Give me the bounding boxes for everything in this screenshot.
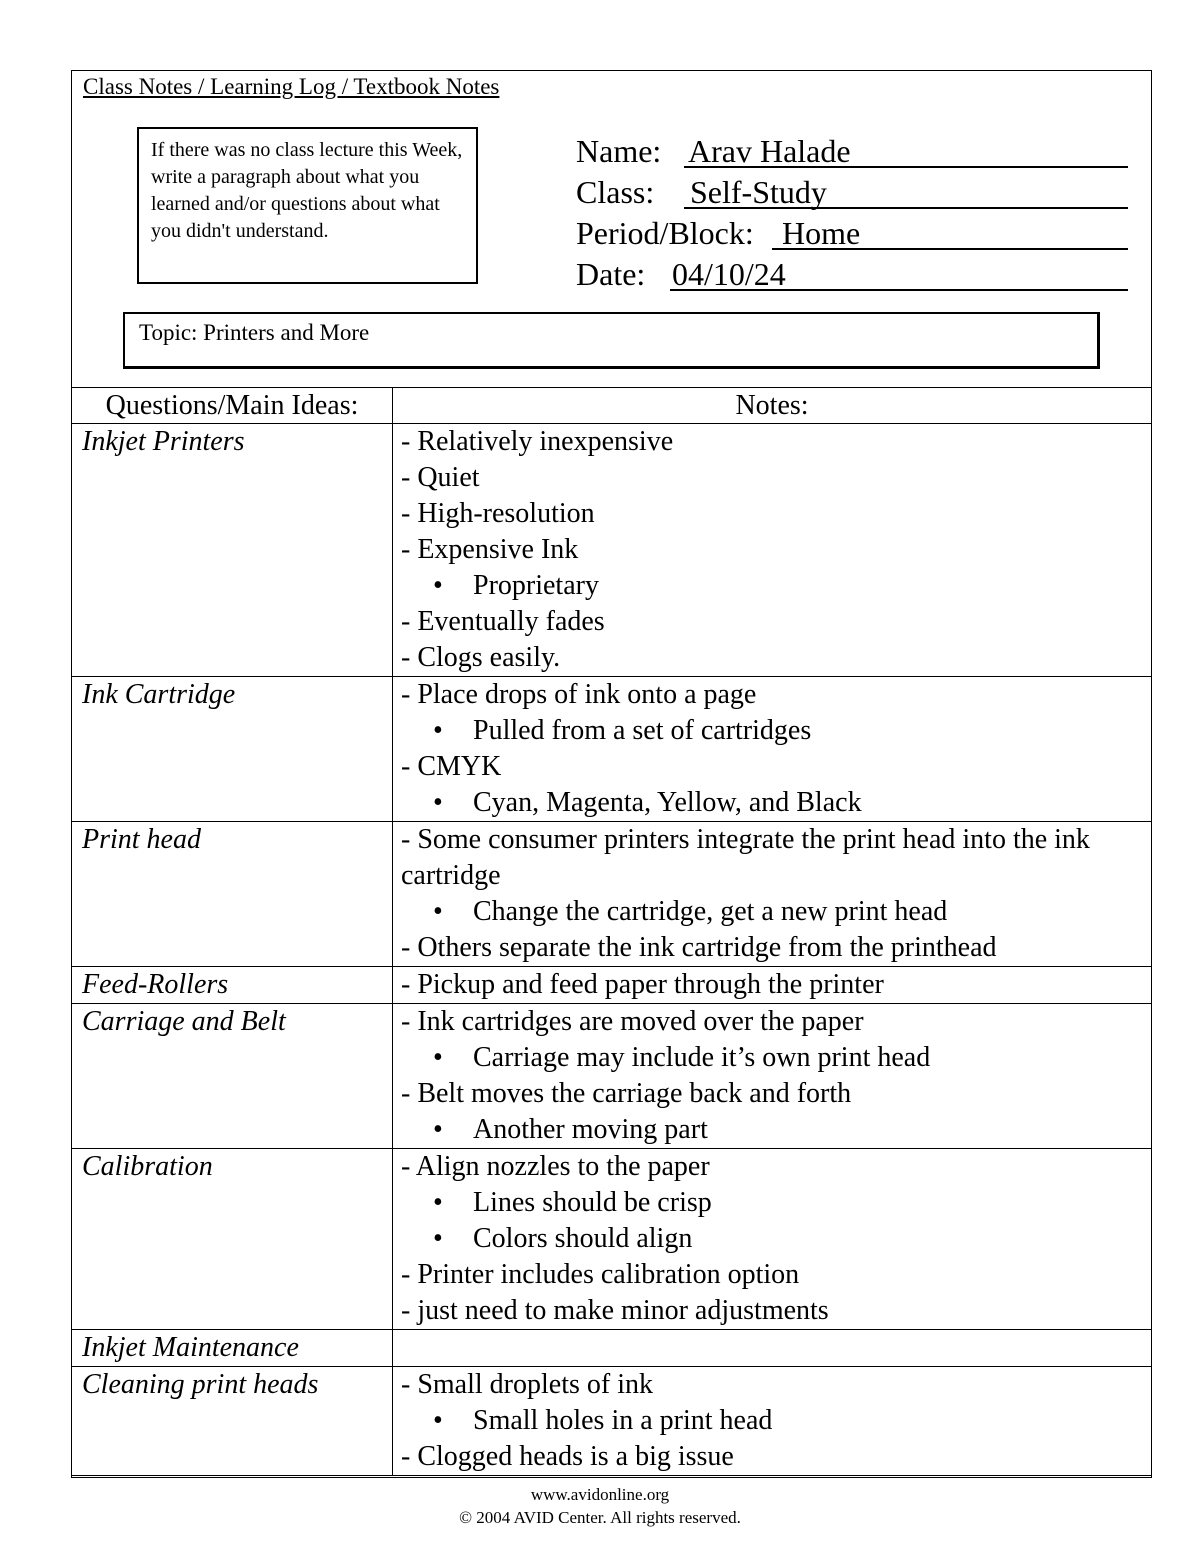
note-line: - Clogs easily. <box>401 642 561 673</box>
note-line: - Quiet <box>401 462 480 493</box>
note-text: Lines should be crisp <box>473 1187 712 1218</box>
name-value: Arav Halade <box>688 133 851 169</box>
note-bullet <box>401 1040 1143 1076</box>
table-row <box>72 1330 1152 1367</box>
notes-cell <box>393 424 1152 677</box>
date-value: 04/10/24 <box>672 256 786 292</box>
name-underline <box>684 166 1128 168</box>
note-line: - Others separate the ink cartridge from the printhead <box>401 932 997 963</box>
date-label: Date: <box>576 256 646 292</box>
period-row <box>576 213 1128 254</box>
note-text: Colors should align <box>473 1223 693 1254</box>
date-underline <box>670 289 1128 291</box>
note-line: - Eventually fades <box>401 606 605 637</box>
name-label: Name: <box>576 133 662 169</box>
notes-cell <box>393 1367 1152 1476</box>
table-row <box>72 424 1152 677</box>
table-row <box>72 822 1152 967</box>
bullet-icon: • <box>433 1114 443 1145</box>
note-line: - High-resolution <box>401 498 595 529</box>
notes-cell <box>393 1149 1152 1330</box>
note-text: Another moving part <box>473 1114 708 1145</box>
note-line: - Some consumer printers integrate the print head into the ink cartridge <box>401 824 1090 891</box>
bullet-icon: • <box>433 1187 443 1218</box>
footer-copyright: © 2004 AVID Center. All rights reserved. <box>459 1508 741 1527</box>
notes-cell <box>393 677 1152 822</box>
note-bullet <box>401 1185 1143 1221</box>
main-idea-cell: Print head <box>72 822 393 967</box>
notes-cell <box>393 967 1152 1004</box>
student-info <box>576 131 1128 295</box>
instruction-box: If there was no class lecture this Week, write a paragraph about what you learned and/or questions about what you didn't understand. <box>137 127 478 284</box>
main-idea-cell: Inkjet Printers <box>72 424 393 677</box>
topic-box: Topic: Printers and More <box>123 312 1100 369</box>
note-line: - Align nozzles to the paper <box>401 1151 710 1182</box>
bullet-icon: • <box>433 570 443 601</box>
footer-url: www.avidonline.org <box>530 1485 670 1504</box>
bullet-icon: • <box>433 896 443 927</box>
notes-column-header: Notes: <box>393 388 1152 424</box>
class-label: Class: <box>576 174 655 210</box>
notes-table <box>71 387 1152 1476</box>
main-idea-cell: Calibration <box>72 1149 393 1330</box>
note-line: - Ink cartridges are moved over the paper <box>401 1006 864 1037</box>
main-idea-cell: Feed-Rollers <box>72 967 393 1004</box>
note-line: - Printer includes calibration option <box>401 1259 800 1290</box>
date-row <box>576 254 1128 295</box>
table-row <box>72 1004 1152 1149</box>
class-row <box>576 172 1128 213</box>
main-idea-cell: Ink Cartridge <box>72 677 393 822</box>
note-line: - Place drops of ink onto a page <box>401 679 757 710</box>
main-idea-cell: Inkjet Maintenance <box>72 1330 393 1367</box>
bullet-icon: • <box>433 1042 443 1073</box>
note-text: Pulled from a set of cartridges <box>473 715 812 746</box>
bullet-icon: • <box>433 787 443 818</box>
note-bullet <box>401 894 1143 930</box>
table-header-row <box>72 388 1152 424</box>
name-row <box>576 131 1128 172</box>
main-idea-cell: Cleaning print heads <box>72 1367 393 1476</box>
main-idea-cell: Carriage and Belt <box>72 1004 393 1149</box>
note-line: - Clogged heads is a big issue <box>401 1441 734 1472</box>
note-bullet <box>401 1221 1143 1257</box>
table-row <box>72 1367 1152 1476</box>
note-line: - Expensive Ink <box>401 534 579 565</box>
note-text: Change the cartridge, get a new print head <box>473 896 948 927</box>
note-bullet <box>401 568 1143 604</box>
bullet-icon: • <box>433 1223 443 1254</box>
note-bullet <box>401 1112 1143 1148</box>
note-text: Carriage may include it’s own print head <box>473 1042 931 1073</box>
note-line: - Relatively inexpensive <box>401 426 674 457</box>
note-bullet <box>401 713 1143 749</box>
page-title: Class Notes / Learning Log / Textbook Notes <box>83 74 500 99</box>
table-row <box>72 677 1152 822</box>
note-text: Cyan, Magenta, Yellow, and Black <box>473 787 862 818</box>
ideas-column-header: Questions/Main Ideas: <box>72 388 393 424</box>
note-bullet <box>401 1403 1143 1439</box>
bullet-icon: • <box>433 1405 443 1436</box>
period-label: Period/Block: <box>576 215 754 251</box>
class-underline <box>684 207 1128 209</box>
period-underline <box>772 248 1128 250</box>
note-text: Proprietary <box>473 570 599 601</box>
note-line: - Belt moves the carriage back and forth <box>401 1078 852 1109</box>
notes-cell <box>393 1330 1152 1367</box>
notes-table-body <box>72 424 1152 1476</box>
note-text: Small holes in a print head <box>473 1405 773 1436</box>
note-bullet <box>401 785 1143 821</box>
period-value: Home <box>782 215 861 251</box>
note-line: - just need to make minor adjustments <box>401 1295 829 1326</box>
table-row <box>72 1149 1152 1330</box>
note-line: - Pickup and feed paper through the printer <box>401 969 884 1000</box>
note-line: - CMYK <box>401 751 502 782</box>
note-line: - Small droplets of ink <box>401 1369 653 1400</box>
notes-cell <box>393 822 1152 967</box>
class-value: Self-Study <box>690 174 827 210</box>
bullet-icon: • <box>433 715 443 746</box>
notes-cell <box>393 1004 1152 1149</box>
table-row <box>72 967 1152 1004</box>
